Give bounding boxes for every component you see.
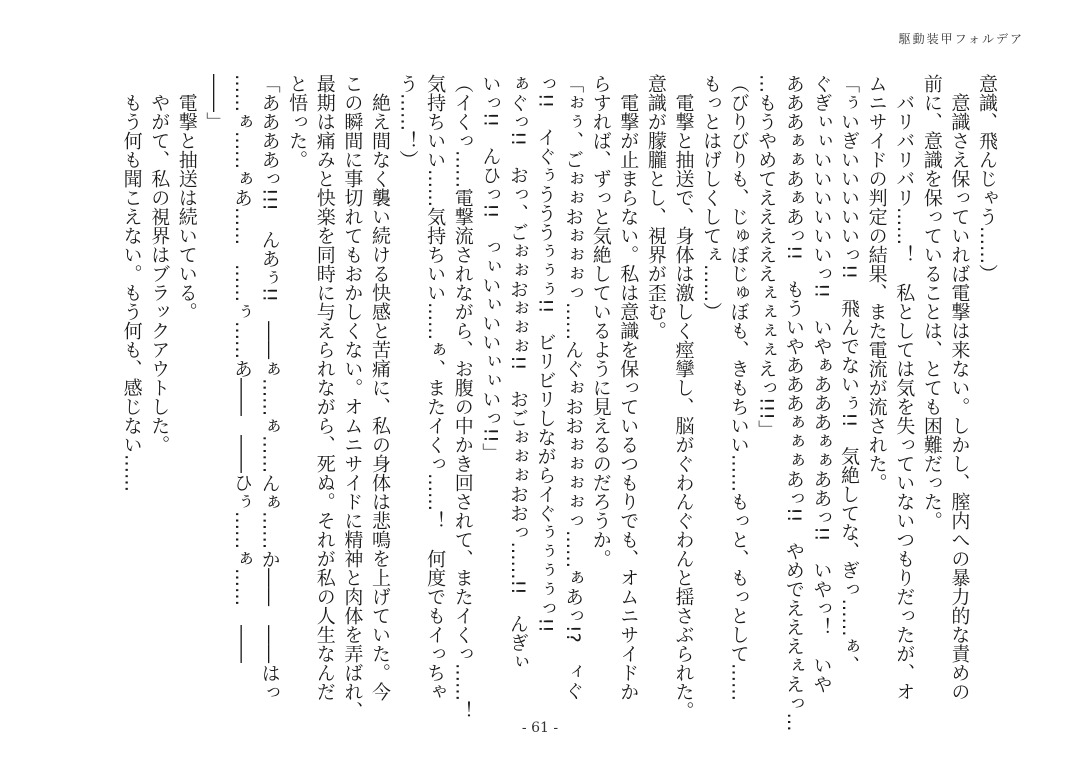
- text-line: 電撃が止まらない。私は意識を保っているつもりでも、オムニサイドか: [617, 74, 640, 701]
- text-line: やがて、私の視界はブラックアウトした。: [148, 74, 171, 454]
- text-line: 電撃と抽送で、身体は激しく痙攣し、脳がぐわんぐわんと揺さぶられた。: [672, 74, 695, 720]
- text-line: いっ!! んひっ!! っぃいぃいいぃぃいっ!!」: [479, 74, 502, 462]
- text-line: 「ぅいぎいいいいいっ!! 飛んでないぅ!! 気絶してな、ぎっ……ぁ、: [838, 74, 861, 675]
- text-line: と悟った。: [286, 74, 309, 169]
- text-line: 絶え間なく襲い続ける快感と苦痛に、私の身体は悲鳴を上げていた。今: [368, 74, 391, 701]
- text-line: 意識さえ保っていれば電撃は来ない。しかし、膣内への暴力的な責めの: [948, 74, 971, 701]
- text-line: ――」: [203, 74, 226, 131]
- text-line: （びりびりも、じゅぼじゅぼも、きもちいい……もっと、もっとして……: [727, 74, 750, 701]
- text-line: 「ああああっ!!! んあぅ!! ――ぁ……ぁ……んぁ……か―― ――はっ: [258, 74, 281, 702]
- text-line: ……ぁ……ぁあ…… ……ぅ……あ―― ――ひぅ……ぁ…… ――: [230, 74, 253, 663]
- text-line: 「ぉぅ、ごぉぉおぉぉぉっ……んぐぉおおぉぉぉぉっ……ぁあっ!? ィぐ: [562, 74, 585, 700]
- text-line: らすれば、ずっと気絶しているように見えるのだろうか。: [589, 74, 612, 568]
- page-number: - 61 -: [521, 720, 559, 736]
- text-line: バリバリバリ……！ 私としては気を失っていないつもりだったが、オ: [893, 74, 916, 701]
- text-line: ムニサイドの判定の結果、また電流が流された。: [865, 74, 888, 492]
- text-line: あああぁぁあぁあっ!! もういやあああぁぁぁあっ!! やめでえええぇえっ…: [782, 74, 805, 732]
- running-header-title: 駆動装甲フォルデア: [898, 32, 1024, 46]
- text-line: もっとはげしくしてぇ……）: [700, 74, 723, 321]
- text-line: 最期は痛みと快楽を同時に与えられながら、死ぬ。それが私の人生なんだ: [313, 74, 336, 701]
- text-line: この瞬間に事切れてもおかしくない。オムニサイドに精神と肉体を弄ばれ、: [341, 74, 364, 720]
- text-line: …もうやめてえええええぇぇぇぇえっ!!!」: [755, 74, 778, 439]
- text-line: 意識、飛んじゃう……）: [976, 74, 998, 283]
- text-line: 気持ちいい……気持ちいい……ぁ、またイくっ……！ 何度でもイっちゃ: [424, 74, 447, 701]
- text-line: もう何も聞こえない。もう何も、感じない……: [120, 74, 143, 492]
- text-line: う……！）: [396, 74, 419, 169]
- text-line: 前に、意識を保っていることは、とても困難だった。: [920, 74, 943, 530]
- text-line: ぁぐっ!! おっ、ごぉぉおぉぉぉ!! おごぉぉぉおおっ……!! んぎぃ: [506, 74, 529, 671]
- text-line: 意識が朦朧とし、視界が歪む。: [644, 74, 667, 340]
- text-line: っ!! イぐぅうううぅぅぅ!! ビリビリしながらイぐぅぅぅぅっ!!: [534, 74, 557, 633]
- text-line: ぐぎぃぃいいいいいいっ!! いやぁあああぁぁああっ!! いやっ！ いや: [810, 74, 833, 694]
- text-line: （イくっ……電撃流されながら、お腹の中かき回されて、またイくっ……！: [451, 74, 474, 720]
- text-line: 電撃と抽送は続いている。: [175, 74, 198, 321]
